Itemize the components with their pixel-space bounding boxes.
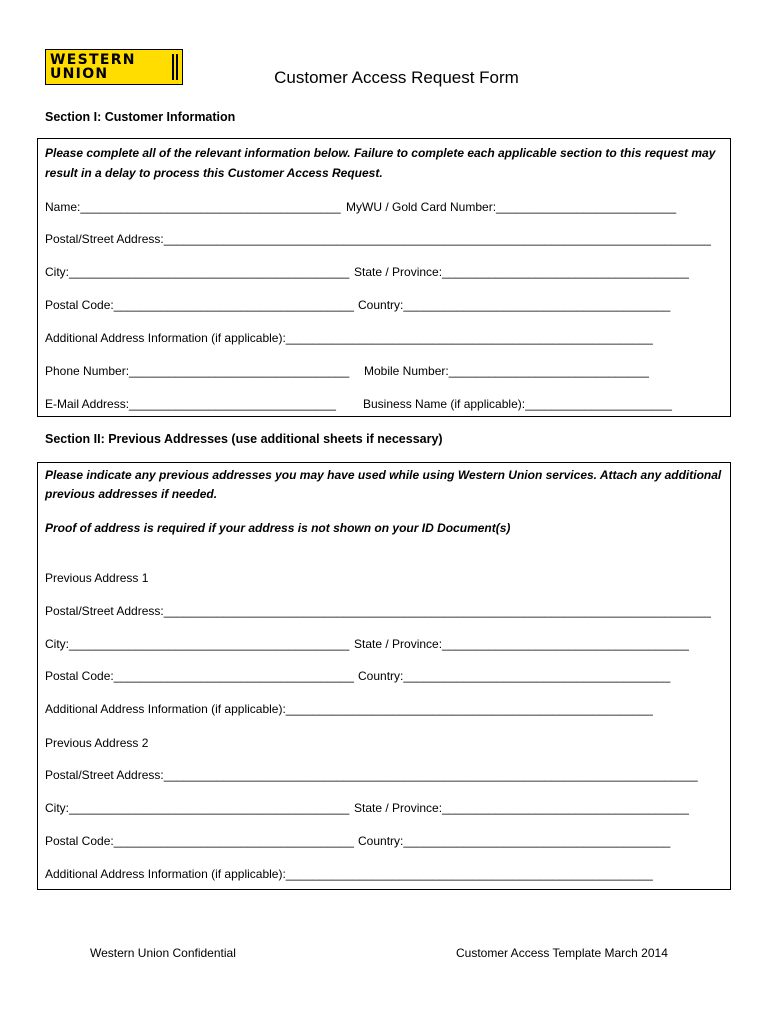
postal-code-field[interactable]: Postal Code:____________________________________ <box>45 298 354 312</box>
section1-heading: Section I: Customer Information <box>45 110 236 124</box>
prev2-country-field[interactable]: Country:________________________________________ <box>358 834 671 848</box>
business-name-field[interactable]: Business Name (if applicable):______________________ <box>363 397 672 411</box>
previous-address-2-label: Previous Address 2 <box>45 736 149 750</box>
state-field[interactable]: State / Province:_____________________________________ <box>354 265 689 279</box>
prev1-state-field[interactable]: State / Province:_____________________________________ <box>354 637 689 651</box>
logo-line1: WESTERN <box>50 52 136 68</box>
phone-field[interactable]: Phone Number:_________________________________ <box>45 364 350 378</box>
email-field[interactable]: E-Mail Address:_______________________________ <box>45 397 336 411</box>
section1-intro-line1: Please complete all of the relevant information below. Failure to complete each applicable section to this request may <box>45 146 716 160</box>
section2-heading: Section II: Previous Addresses (use additional sheets if necessary) <box>45 432 443 446</box>
mywu-field[interactable]: MyWU / Gold Card Number:___________________________ <box>346 200 677 214</box>
prev1-city-field[interactable]: City:__________________________________________ <box>45 637 350 651</box>
additional-address-field[interactable]: Additional Address Information (if applicable):_______________________________________________________ <box>45 331 653 345</box>
prev1-additional-field[interactable]: Additional Address Information (if applicable):_______________________________________________________ <box>45 702 653 716</box>
prev2-city-field[interactable]: City:__________________________________________ <box>45 801 350 815</box>
postal-street-field[interactable]: Postal/Street Address:__________________________________________________________________________________ <box>45 232 711 246</box>
page-title: Customer Access Request Form <box>274 68 519 87</box>
prev2-state-field[interactable]: State / Province:_____________________________________ <box>354 801 689 815</box>
logo-line2: UNION <box>50 66 109 82</box>
prev1-postal-street-field[interactable]: Postal/Street Address:__________________________________________________________________________________ <box>45 604 711 618</box>
prev1-postal-code-field[interactable]: Postal Code:____________________________________ <box>45 669 354 683</box>
city-field[interactable]: City:__________________________________________ <box>45 265 350 279</box>
section2-intro-line1: Please indicate any previous addresses you may have used while using Western Union services. Attach any additional <box>45 468 722 482</box>
mobile-field[interactable]: Mobile Number:______________________________ <box>364 364 649 378</box>
prev1-country-field[interactable]: Country:________________________________________ <box>358 669 671 683</box>
country-field[interactable]: Country:________________________________________ <box>358 298 671 312</box>
footer-left: Western Union Confidential <box>90 946 236 960</box>
section2-intro-line2: previous addresses if needed. <box>45 487 218 501</box>
proof-of-address-note: Proof of address is required if your address is not shown on your ID Document(s) <box>45 521 511 535</box>
previous-address-1-label: Previous Address 1 <box>45 571 149 585</box>
footer-right: Customer Access Template March 2014 <box>456 946 668 960</box>
prev2-postal-code-field[interactable]: Postal Code:____________________________________ <box>45 834 354 848</box>
prev2-additional-field[interactable]: Additional Address Information (if applicable):_______________________________________________________ <box>45 867 653 881</box>
name-field[interactable]: Name:_______________________________________ <box>45 200 341 214</box>
section1-intro-line2: result in a delay to process this Customer Access Request. <box>45 166 383 180</box>
prev2-postal-street-field[interactable]: Postal/Street Address:________________________________________________________________________________ <box>45 768 698 782</box>
